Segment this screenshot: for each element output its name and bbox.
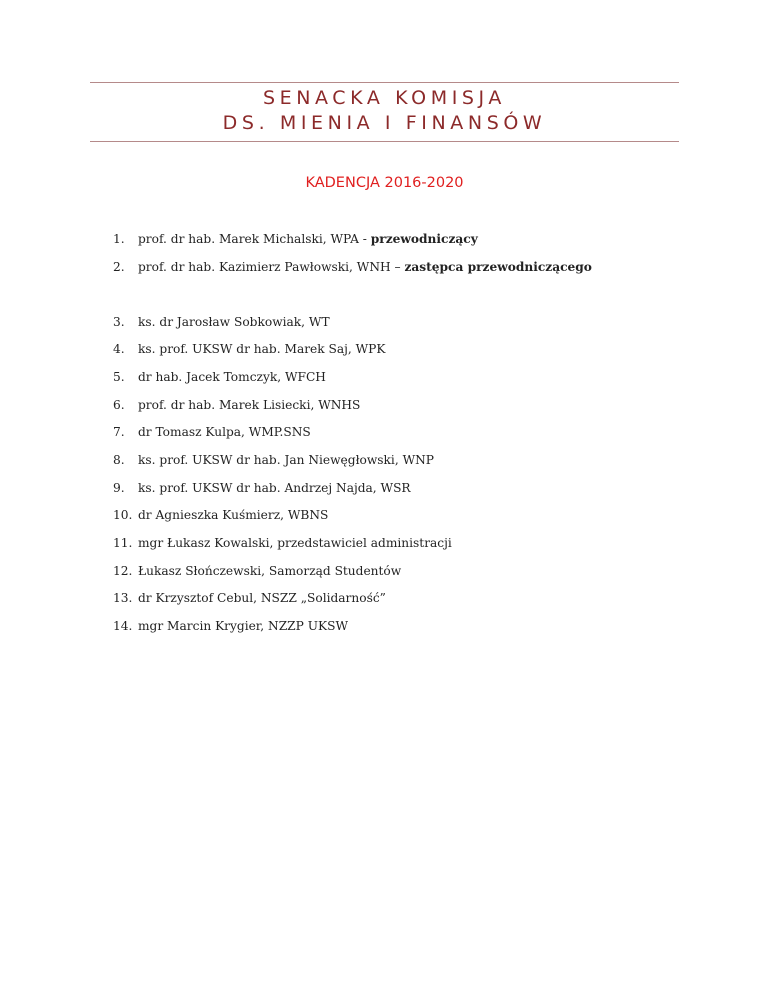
- member-name: dr Krzysztof Cebul, NSZZ „Solidarność”: [138, 591, 386, 605]
- member-item: [113, 231, 713, 247]
- member-name: ks. prof. UKSW dr hab. Marek Saj, WPK: [138, 342, 386, 356]
- member-item: [113, 397, 713, 413]
- member-item: [113, 535, 713, 551]
- member-name: prof. dr hab. Marek Michalski, WPA -: [138, 232, 371, 246]
- member-item: [113, 563, 713, 579]
- header-top-rule: [90, 82, 679, 83]
- member-number: 1.: [113, 232, 125, 246]
- term-heading: KADENCJA 2016-2020: [305, 175, 464, 191]
- member-item: [113, 618, 713, 634]
- member-number: 7.: [113, 425, 125, 439]
- member-item: [113, 424, 713, 440]
- member-item: [113, 314, 713, 330]
- member-name: ks. prof. UKSW dr hab. Andrzej Najda, WSR: [138, 481, 411, 495]
- member-name: Łukasz Słończewski, Samorząd Studentów: [138, 564, 402, 578]
- member-number: 12.: [113, 564, 133, 578]
- member-name: ks. prof. UKSW dr hab. Jan Niewęgłowski, WNP: [138, 453, 434, 467]
- member-number: 2.: [113, 260, 125, 274]
- member-name: dr Agnieszka Kuśmierz, WBNS: [138, 508, 329, 522]
- member-name: mgr Łukasz Kowalski, przedstawiciel administracji: [138, 536, 452, 550]
- member-item: [113, 341, 713, 357]
- title-line-1: SENACKA KOMISJA: [262, 87, 507, 109]
- member-item: [113, 480, 713, 496]
- member-name: ks. dr Jarosław Sobkowiak, WT: [138, 315, 330, 329]
- member-number: 13.: [113, 591, 133, 605]
- member-name: dr Tomasz Kulpa, WMP.SNS: [138, 425, 311, 439]
- member-item: [113, 369, 713, 385]
- member-item: [113, 452, 713, 468]
- member-number: 11.: [113, 536, 133, 550]
- member-number: 4.: [113, 342, 125, 356]
- member-item: [113, 590, 713, 606]
- member-item: [113, 259, 713, 275]
- member-item: [113, 507, 713, 523]
- title-line-2: DS. MIENIA I FINANSÓW: [222, 112, 547, 134]
- member-role: przewodniczący: [370, 232, 478, 246]
- member-number: 9.: [113, 481, 125, 495]
- member-name: dr hab. Jacek Tomczyk, WFCH: [138, 370, 326, 384]
- header-bottom-rule: [90, 141, 679, 142]
- member-name: prof. dr hab. Kazimierz Pawłowski, WNH –: [138, 260, 405, 274]
- member-number: 5.: [113, 370, 125, 384]
- member-number: 14.: [113, 619, 133, 633]
- member-role: zastępca przewodniczącego: [404, 260, 592, 274]
- member-number: 10.: [113, 508, 133, 522]
- member-name: prof. dr hab. Marek Lisiecki, WNHS: [138, 398, 361, 412]
- member-number: 8.: [113, 453, 125, 467]
- member-number: 6.: [113, 398, 125, 412]
- member-name: mgr Marcin Krygier, NZZP UKSW: [138, 619, 348, 633]
- member-number: 3.: [113, 315, 125, 329]
